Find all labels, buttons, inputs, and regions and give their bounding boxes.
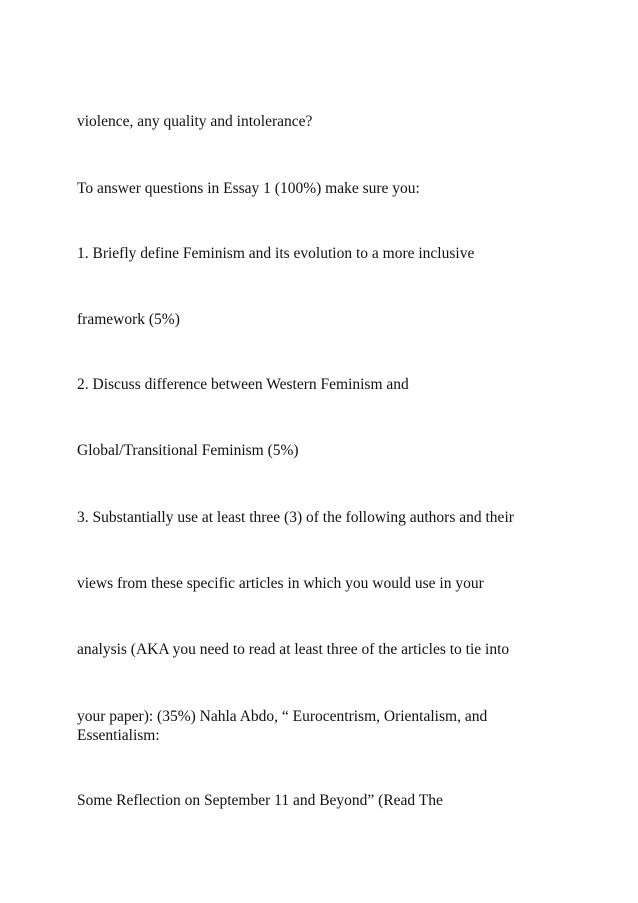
text-line: Global/Transitional Feminism (5%) [77,442,299,459]
text-line: Essentialism: [77,727,160,744]
text-line: 1. Briefly define Feminism and its evolution to a more inclusive [77,245,475,262]
text-line: To answer questions in Essay 1 (100%) make sure you: [77,180,420,197]
text-line: 3. Substantially use at least three (3) of the following authors and their [77,509,514,526]
text-line: views from these specific articles in which you would use in your [77,575,484,592]
text-line: your paper): (35%) Nahla Abdo, “ Eurocentrism, Orientalism, and [77,708,488,725]
text-line: framework (5%) [77,311,180,328]
text-line: analysis (AKA you need to read at least three of the articles to tie into [77,641,510,658]
text-line: Some Reflection on September 11 and Beyond” (Read The [77,792,443,809]
text-line: violence, any quality and intolerance? [77,113,313,130]
text-line: 2. Discuss difference between Western Feminism and [77,376,409,393]
